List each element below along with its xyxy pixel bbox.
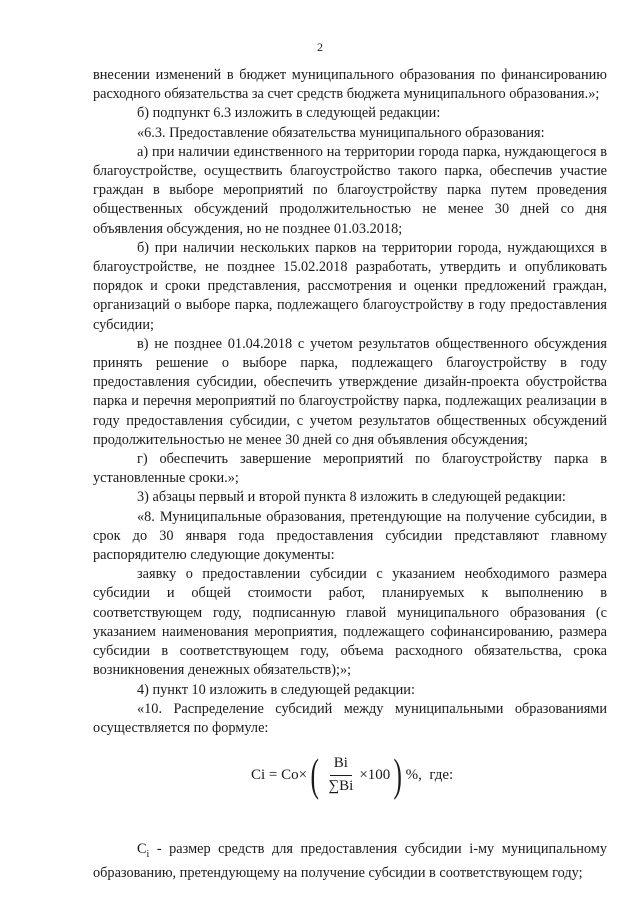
paragraph: 4) пункт 10 изложить в следующей редакции: — [137, 681, 415, 698]
definition-subscript: i — [146, 848, 150, 860]
formula-open-paren: ( — [310, 749, 319, 801]
definition-symbol: C — [137, 841, 147, 858]
definition-text: - размер средств для предоставления субсидии i-му муниципальному образованию, претендующему на получение субсидии в соответствующем году; — [93, 841, 607, 882]
formula-fraction — [324, 754, 357, 795]
formula-multiplier: ×100 — [359, 766, 391, 783]
paragraph: «6.3. Предоставление обязательства муниципального образования: — [137, 124, 545, 141]
paragraph: заявку о предоставлении субсидии с указанием необходимого размера субсидии и общей стоимости работ, планируемых к выполнению в соответствующем году, подписанную главой муниципального образования (с указанием наименования мероприятия, подлежащего софинансированию, размера субсидии в соответствующем году, объема расходного обязательства, срока возникновения денежных обязательств);»; — [93, 566, 607, 679]
paragraph: г) обеспечить завершение мероприятий по благоустройству парка в установленные сроки.»; — [93, 451, 607, 487]
page-number: 2 — [317, 40, 323, 54]
formula-numerator: Bi — [330, 754, 352, 775]
paragraph: 3) абзацы первый и второй пункта 8 изложить в следующей редакции: — [137, 489, 566, 506]
formula-lhs: Ci = Co× — [251, 766, 308, 783]
paragraph: внесении изменений в бюджет муниципального образования по финансированию расходного обязательства за счет средств бюджета муниципального образования.»; — [93, 67, 607, 103]
paragraph: б) при наличии нескольких парков на территории города, нуждающихся в благоустройстве, не позднее 15.02.2018 разработать, утвердить и опубликовать порядок и сроки представления, рассмотрения и оценки предложений граждан, организаций о выборе парка, подлежащего благоустройству в году предоставления субсидии; — [93, 239, 607, 333]
definition-paragraph — [93, 840, 607, 883]
paragraph: а) при наличии единственного на территории города парка, нуждающегося в благоустройстве, осуществить благоустройство такого парка, обеспечив участие граждан в выборе мероприятий по благоустройству парка путем проведения общественных обсуждений продолжительностью не менее 30 дней со дня объявления обсуждения, но не позднее 01.03.2018; — [93, 143, 607, 237]
paragraph: «8. Муниципальные образования, претендующие на получение субсидии, в срок до 30 января года предоставления субсидии представляют главному распорядителю следующие документы: — [93, 508, 607, 564]
paragraph: «10. Распределение субсидий между муниципальными образованиями осуществляется по формуле: — [93, 700, 607, 736]
formula-close-paren: ) — [393, 749, 403, 801]
formula-denominator: ∑Bi — [328, 777, 354, 794]
paragraph: в) не позднее 01.04.2018 с учетом результатов общественного обсуждения принять решение о выборе парка, подлежащего благоустройству в году предоставления субсидии, обеспечить утверждение дизайн-проекта обустройства парка и перечня мероприятий по благоустройству парка, подлежащих реализации в году предоставления субсидии, с учетом результатов общественных обсуждений продолжительностью не менее 30 дней со дня объявления обсуждения; — [93, 335, 607, 448]
document-body — [93, 66, 607, 883]
formula-suffix: %, где: — [405, 766, 454, 783]
distribution-formula — [93, 749, 607, 801]
paragraph: б) подпункт 6.3 изложить в следующей редакции: — [137, 105, 441, 122]
